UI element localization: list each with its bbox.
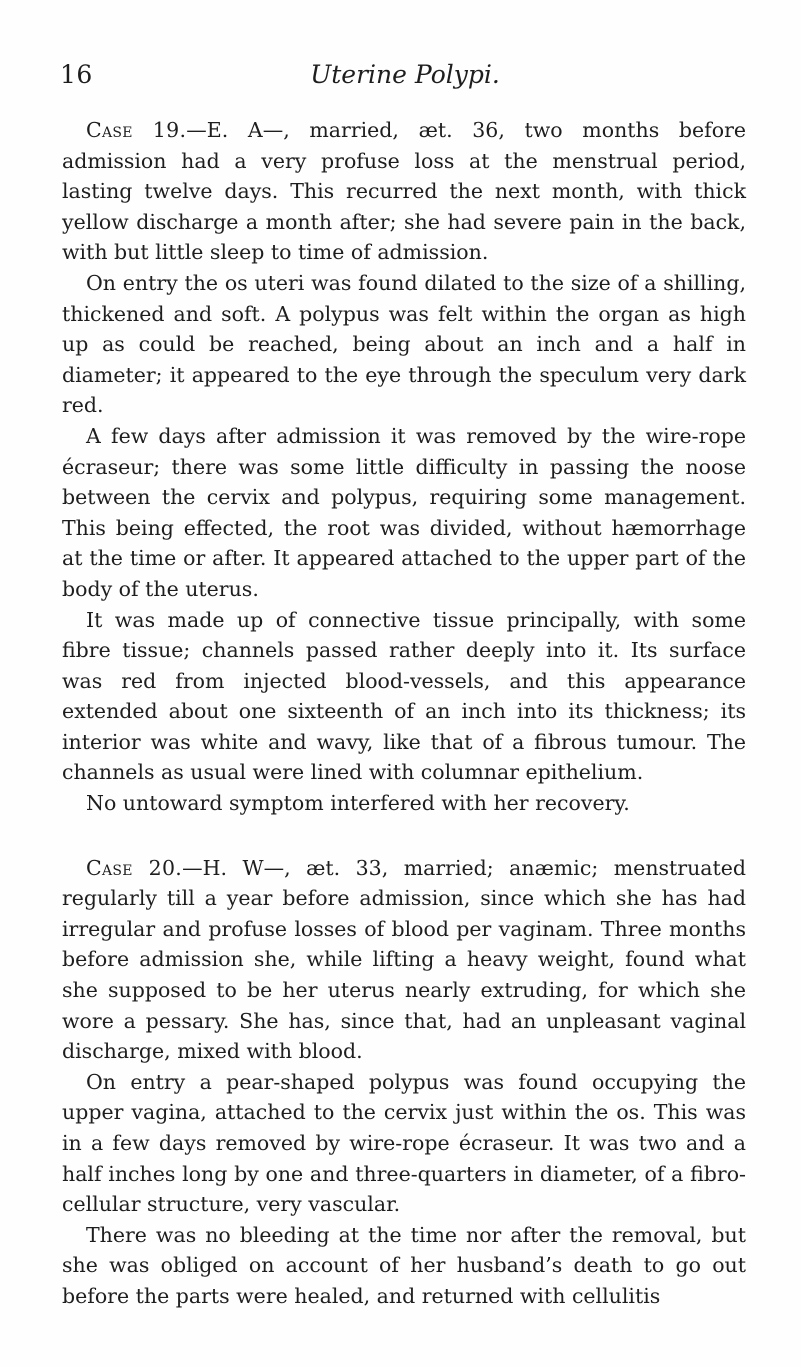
case-20-paragraph-2: On entry a pear-shaped polypus was found occupying the upper vagina, attached to the cervix just within the os. This was in a few days removed by wire-rope écraseur. It was two and a half inches long by one and three-quarters in diameter, of a fibro-cellular structure, very vascular. (62, 1069, 746, 1217)
case-19 (62, 115, 746, 819)
case-20-label: Case 20. (86, 855, 183, 880)
case-20-text-1: —H. W—, æt. 33, married; anæmic; menstruated regularly till a year before admission, since which she has had irregular and profuse losses of blood per vaginam. Three months before admission she, while lifting a heavy weight, found what she supposed to be her uterus nearly extruding, for which she wore a pessary. She has, since that, had an unpleasant vaginal discharge, mixed with blood. (62, 855, 746, 1064)
case-20-paragraph-3: There was no bleeding at the time nor after the removal, but she was obliged on account of her husband’s death to go out before the parts were healed, and returned with cellulitis (62, 1222, 746, 1308)
case-19-paragraph-5: No untoward symptom interfered with her recovery. (86, 791, 630, 816)
case-separator (62, 819, 746, 853)
case-19-paragraph-4: It was made up of connective tissue principally, with some fibre tissue; channels passed rather deeply into it. Its surface was red from injected blood-vessels, and this appearance extended about one sixteenth of an inch into its thickness; its interior was white and wavy, like that of a fibrous tumour. The channels as usual were lined with columnar epithelium. (62, 607, 746, 785)
case-20-paragraph-1 (62, 853, 746, 1067)
case-19-text-1: —E. A—, married, æt. 36, two months before admission had a very profuse loss at the menstrual period, lasting twelve days. This recurred the next month, with thick yellow discharge a month after; she had severe pain in the back, with but little sleep to time of admission. (62, 118, 746, 265)
case-19-paragraph-3: A few days after admission it was removed by the wire-rope écraseur; there was some little difficulty in passing the noose between the cervix and polypus, requiring some management. This being effected, the root was divided, without hæmorrhage at the time or after. It appeared attached to the upper part of the body of the uterus. (62, 423, 746, 601)
body-text (62, 115, 746, 1312)
case-19-paragraph-2: On entry the os uteri was found dilated to the size of a shilling, thickened and soft. A polypus was felt within the organ as high up as could be reached, being about an inch and a half in diameter; it appeared to the eye through the speculum very dark red. (62, 270, 746, 418)
case-19-label: Case 19. (86, 118, 187, 142)
case-19-paragraph-1 (62, 115, 746, 268)
page-header (60, 60, 750, 96)
page-number: 16 (60, 60, 93, 89)
case-20 (62, 853, 746, 1312)
running-title: Uterine Polypi. (310, 60, 500, 89)
